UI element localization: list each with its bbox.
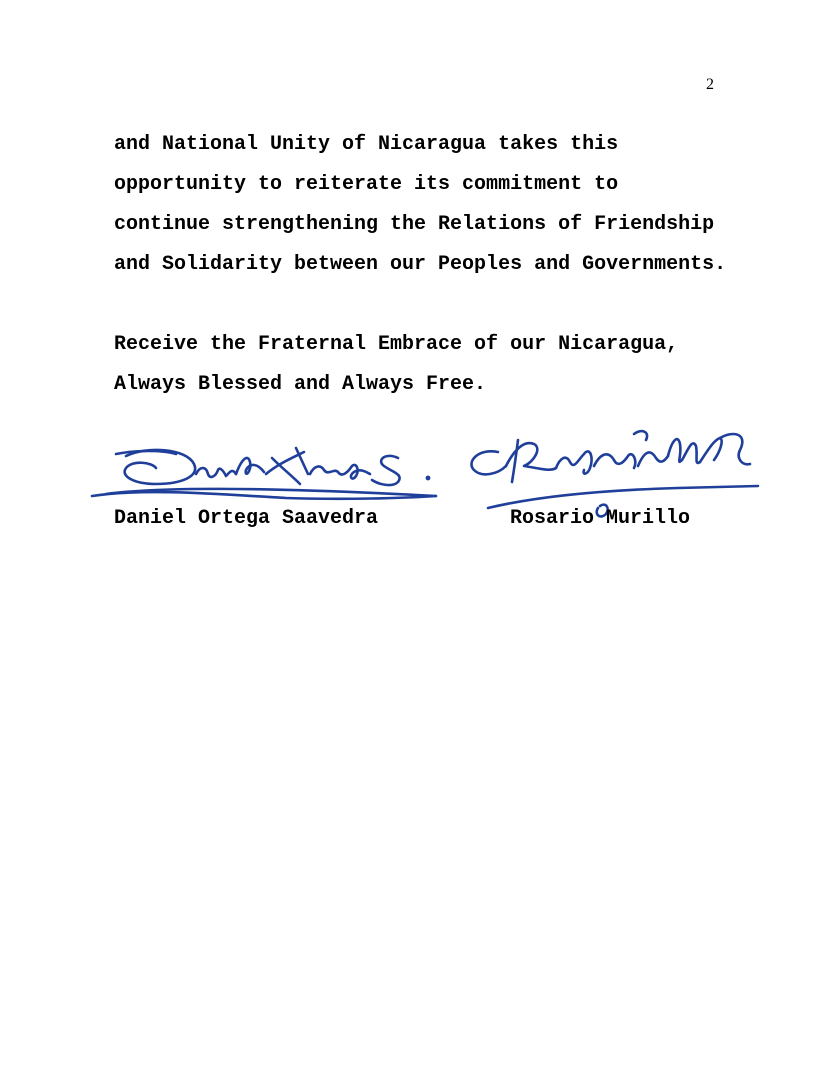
signatory-name-ortega: Daniel Ortega Saavedra: [114, 507, 379, 530]
page-number: 2: [706, 76, 714, 93]
paragraph-2-line-1: Receive the Fraternal Embrace of our Nicaragua,: [114, 333, 679, 356]
letter-body: [114, 125, 734, 405]
ortega-signature: [86, 428, 446, 508]
paragraph-1-line-3: continue strengthening the Relations of Friendship: [114, 213, 715, 236]
paragraph-1-line-1: and National Unity of Nicaragua takes this: [114, 133, 619, 156]
paragraph-2-line-2: Always Blessed and Always Free.: [114, 373, 487, 396]
paragraph-spacer: [114, 285, 734, 325]
signatory-name-murillo: Rosario Murillo: [510, 507, 691, 530]
paragraph-1-line-4: and Solidarity between our Peoples and Governments.: [114, 253, 727, 276]
paragraph-1-line-2: opportunity to reiterate its commitment to: [114, 173, 619, 196]
